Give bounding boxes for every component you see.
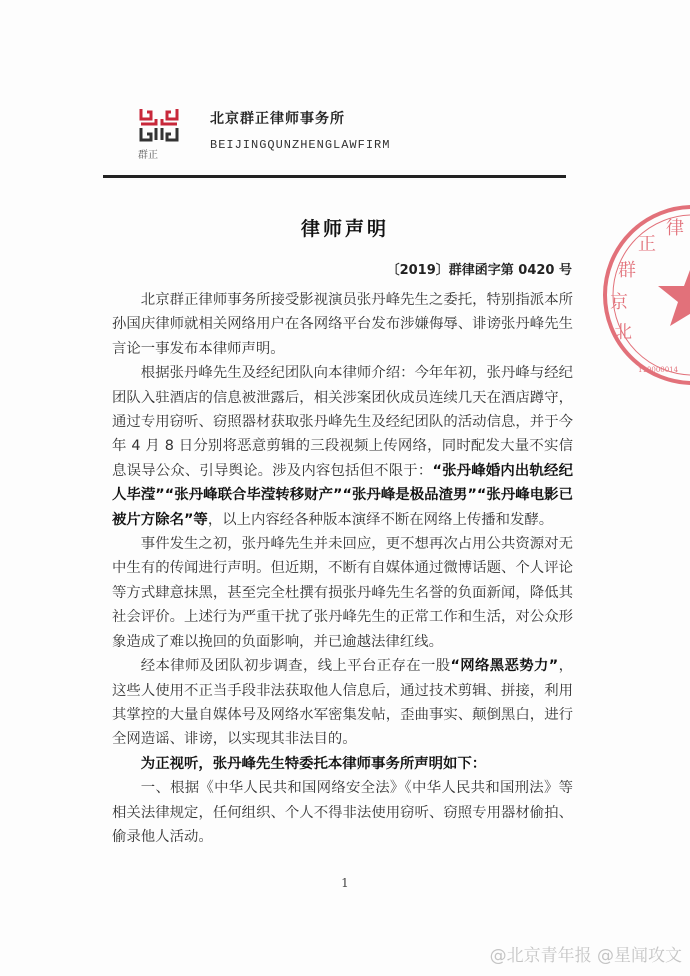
text: 一、根据《中华人民共和国网络安全法》《中华人民共和国刑法》等相关法律规定，任何组织、个人不得非法使用窃听、窃照专用器材偷拍、偷录他人活动。 xyxy=(112,780,573,845)
header-rule xyxy=(103,175,566,178)
svg-text:正: 正 xyxy=(638,234,656,255)
svg-text:群正: 群正 xyxy=(138,150,158,161)
firm-name-en: BEIJINGQUNZHENGLAWFIRM xyxy=(210,138,391,152)
paragraph xyxy=(112,776,573,849)
document-title: 律师声明 xyxy=(300,218,389,240)
text: 经本律师及团队初步调查，线上平台正存在一股 xyxy=(140,658,451,675)
bold-text: “张丹峰婚内出轨经纪人毕滢”“张丹峰联合毕滢转移财产”“张丹峰是极品渣男”“张丹峰电影已被片方除名”等 xyxy=(112,462,573,528)
text: 事件发生之初，张丹峰先生并未回应，更不想再次占用公共资源对无中生有的传闻进行声明。但近期，不断有自媒体通过微博话题、个人评论等方式肆意抹黑，甚至完全杜撰有损张丹峰先生名誉的负面新闻，降低其社会评价。上述行为严重干扰了张丹峰先生的正常工作和生活，对公众形象造成了难以挽回的负面影响，并已逾越法律红线。 xyxy=(112,536,573,650)
paragraph xyxy=(112,288,573,361)
paragraph xyxy=(112,361,573,532)
page-number: 1 xyxy=(341,876,349,890)
bold-text: 为正视听，张丹峰先生特委托本律师事务所声明如下： xyxy=(140,755,487,772)
reference-number: 〔2019〕群律函字第 0420 号 xyxy=(386,263,572,278)
firm-seal-stamp xyxy=(598,200,690,390)
svg-text:京: 京 xyxy=(610,292,628,313)
text: ，以上内容经各种版本演绎不断在网络上传播和发酵。 xyxy=(207,511,554,528)
bold-text: “网络黑恶势力” xyxy=(450,658,559,675)
firm-name-cn: 北京群正律师事务所 xyxy=(210,111,345,127)
text: 根据张丹峰先生及经纪团队向本律师介绍：今年年初，张丹峰与经纪团队入驻酒店的信息被泄露后，相关涉案团伙成员连续几天在酒店蹲守，通过专用窃听、窃照器材获取张丹峰先生及经纪团队的活动信息，并于今年 4 月 8 日分别将恶意剪辑的三段视频上传网络，同时配发大量不实信息误导公众、引导舆论。涉及内容包括但不限于： xyxy=(112,365,573,479)
paragraph xyxy=(112,752,573,776)
svg-text:110000014: 110000014 xyxy=(638,366,679,374)
text: 北京群正律师事务所接受影视演员张丹峰先生之委托，特别指派本所孙国庆律师就相关网络用户在各网络平台发布涉嫌侮辱、诽谤张丹峰先生言论一事发布本律师声明。 xyxy=(112,292,573,357)
paragraph xyxy=(112,532,573,654)
text: ，这些人使用不正当手段非法获取他人信息后，通过技术剪辑、拼接，利用其掌控的大量自媒体号及网络水军密集发帖，歪曲事实、颠倒黑白，进行全网造谣、诽谤，以实现其非法目的。 xyxy=(112,658,573,748)
firm-logo xyxy=(138,106,180,166)
paragraph xyxy=(112,654,573,752)
weibo-watermark: @北京青年报 @星闻攻文 xyxy=(489,946,682,966)
svg-text:群: 群 xyxy=(618,260,636,281)
document-body xyxy=(112,288,573,849)
svg-text:北: 北 xyxy=(614,322,632,343)
svg-text:律: 律 xyxy=(666,218,684,239)
